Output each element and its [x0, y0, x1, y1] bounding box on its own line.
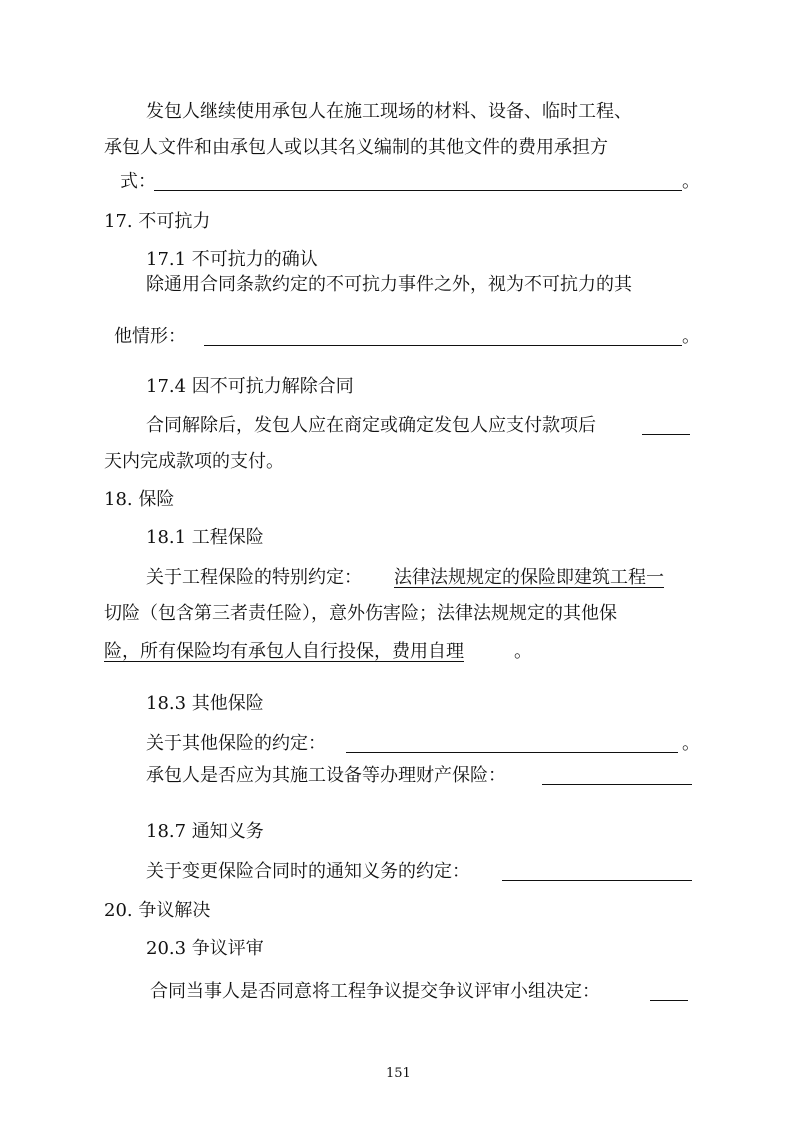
- s18-1-end: 。: [514, 641, 532, 662]
- s18-1-fill3: 险，所有保险均有承包人自行投保，费用自理: [104, 641, 464, 662]
- s18-1-title: 18.1 工程保险: [146, 527, 264, 548]
- s18-7-blank[interactable]: [502, 880, 692, 881]
- p1-line2: 承包人文件和由承包人或以其名义编制的其他文件的费用承担方: [104, 137, 608, 158]
- s17-1-line2-end: 。: [682, 326, 700, 347]
- s17-1-blank[interactable]: [204, 345, 682, 346]
- page-number: 151: [386, 1066, 411, 1081]
- s17-1-title: 17.1 不可抗力的确认: [146, 249, 318, 270]
- s17-4-days-blank[interactable]: [642, 434, 690, 435]
- p1-line3-end: 。: [682, 171, 700, 192]
- s18-3-line1-label: 关于其他保险的约定：: [146, 733, 326, 754]
- s20-3-title: 20.3 争议评审: [146, 938, 264, 959]
- s18-3-title: 18.3 其他保险: [146, 693, 264, 714]
- s18-heading: 18. 保险: [104, 489, 175, 510]
- s17-4-line2: 天内完成款项的支付。: [104, 451, 284, 472]
- s18-7-title: 18.7 通知义务: [146, 821, 264, 842]
- s18-3-line1-end: 。: [682, 733, 700, 754]
- s18-3-line2-label: 承包人是否应为其施工设备等办理财产保险：: [146, 765, 506, 786]
- s17-4-line1: 合同解除后，发包人应在商定或确定发包人应支付款项后: [146, 415, 596, 436]
- s18-1-label: 关于工程保险的特别约定：: [146, 567, 362, 588]
- s17-1-line1: 除通用合同条款约定的不可抗力事件之外，视为不可抗力的其: [146, 274, 632, 295]
- p1-line3-label: 式：: [120, 171, 156, 192]
- s20-3-label: 合同当事人是否同意将工程争议提交争议评审小组决定：: [150, 981, 600, 1002]
- s17-1-line2-label: 他情形：: [114, 326, 186, 347]
- s20-heading: 20. 争议解决: [104, 900, 211, 921]
- s18-3-blank2[interactable]: [542, 784, 692, 785]
- s18-7-label: 关于变更保险合同时的通知义务的约定：: [146, 861, 470, 882]
- s18-1-fill1: 法律法规规定的保险即建筑工程一: [394, 567, 664, 588]
- p1-blank[interactable]: [154, 190, 682, 191]
- s18-1-line2: 切险（包含第三者责任险），意外伤害险；法律法规规定的其他保: [104, 603, 617, 624]
- s18-3-blank1[interactable]: [346, 752, 678, 753]
- s17-4-title: 17.4 因不可抗力解除合同: [146, 376, 354, 397]
- s20-3-blank[interactable]: [650, 1000, 688, 1001]
- s17-heading: 17. 不可抗力: [104, 211, 211, 232]
- p1-line1: 发包人继续使用承包人在施工现场的材料、设备、临时工程、: [146, 101, 632, 122]
